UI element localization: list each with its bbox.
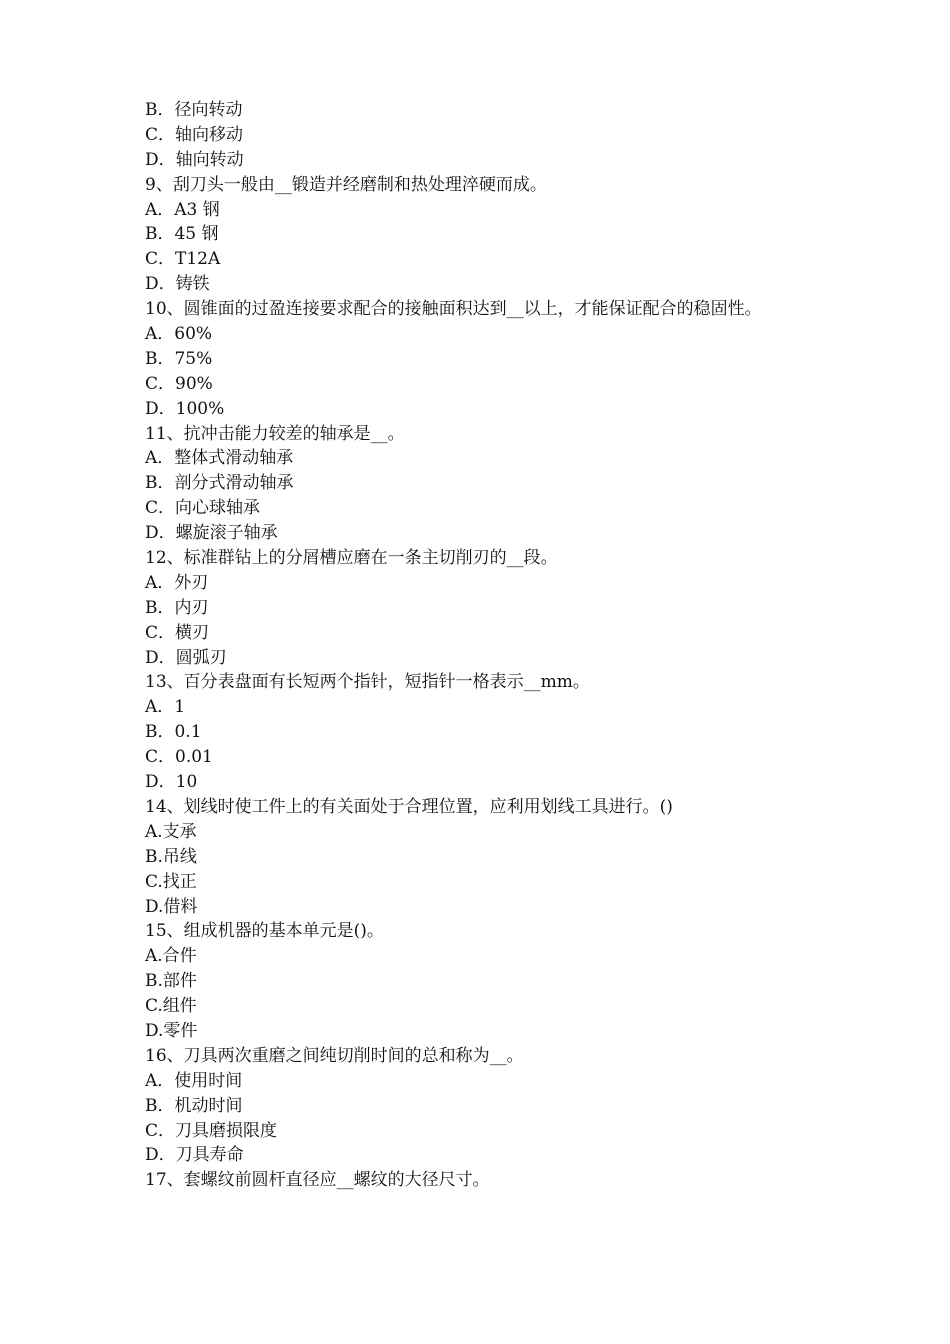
- option-line: D．刀具寿命: [145, 1145, 244, 1166]
- option-line: D．圆弧刃: [145, 647, 227, 668]
- option-line: A．1: [145, 697, 186, 718]
- option-line: B．径向转动: [145, 100, 243, 120]
- option-line: C．0.01: [145, 747, 213, 768]
- question-line: 10、圆锥面的过盈连接要求配合的接触面积达到__以上，才能保证配合的稳固性。: [145, 299, 762, 320]
- option-line: B．机动时间: [145, 1095, 243, 1116]
- option-line: C．刀具磨损限度: [145, 1120, 278, 1141]
- option-line: B．45 钢: [145, 224, 219, 245]
- option-line: D．100%: [145, 398, 225, 419]
- question-line: 11、抗冲击能力较差的轴承是__。: [145, 423, 405, 444]
- option-line: A.合件: [145, 946, 197, 967]
- option-line: D.借料: [145, 896, 198, 917]
- option-line: C.找正: [145, 871, 197, 892]
- option-line: D．铸铁: [145, 274, 210, 295]
- option-line: B．75%: [145, 348, 213, 369]
- option-line: C.组件: [145, 996, 197, 1017]
- option-line: D.零件: [145, 1020, 198, 1041]
- option-line: A．A3 钢: [145, 199, 220, 220]
- question-line: 9、刮刀头一般由__锻造并经磨制和热处理淬硬而成。: [145, 174, 547, 195]
- option-line: B．0.1: [145, 722, 202, 743]
- option-line: B．剖分式滑动轴承: [145, 473, 294, 494]
- option-line: C．横刃: [145, 622, 210, 643]
- option-line: A．60%: [145, 324, 213, 345]
- option-line: C．90%: [145, 373, 213, 394]
- option-line: B．内刃: [145, 597, 209, 618]
- option-line: B.部件: [145, 971, 197, 992]
- question-line: 13、百分表盘面有长短两个指针，短指针一格表示__mm。: [145, 672, 590, 693]
- option-line: C．T12A: [145, 249, 221, 270]
- document-body: [145, 98, 865, 1193]
- option-line: A．使用时间: [145, 1070, 243, 1091]
- question-line: 15、组成机器的基本单元是()。: [145, 921, 384, 942]
- question-line: 12、标准群钻上的分屑槽应磨在一条主切削刃的__段。: [145, 548, 558, 569]
- option-line: C．轴向移动: [145, 124, 244, 145]
- question-line: 16、刀具两次重磨之间纯切削时间的总和称为__。: [145, 1045, 524, 1066]
- option-line: A.支承: [145, 821, 197, 842]
- option-line: D．10: [145, 772, 198, 793]
- question-line: 17、套螺纹前圆杆直径应__螺纹的大径尺寸。: [145, 1170, 490, 1191]
- option-line: B.吊线: [145, 846, 197, 867]
- option-line: A．外刃: [145, 572, 209, 593]
- option-line: C．向心球轴承: [145, 498, 261, 519]
- option-line: D．轴向转动: [145, 149, 244, 170]
- question-line: 14、划线时使工件上的有关面处于合理位置，应利用划线工具进行。(): [145, 796, 673, 817]
- option-line: D．螺旋滚子轴承: [145, 523, 278, 544]
- option-line: A．整体式滑动轴承: [145, 448, 294, 469]
